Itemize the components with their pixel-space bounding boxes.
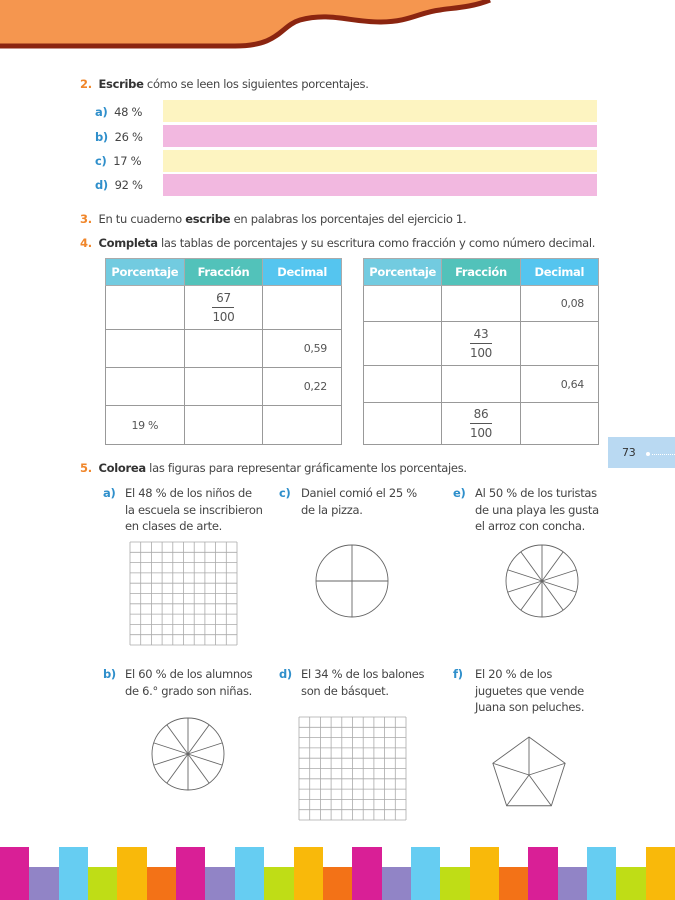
stripe: [29, 867, 58, 900]
header-fraction: Fracción: [184, 259, 263, 286]
header-percentage: Porcentaje: [364, 259, 442, 286]
stripe: [117, 847, 146, 900]
stripe: [558, 867, 587, 900]
stripe: [646, 847, 675, 900]
circle-10-parts-e[interactable]: [506, 545, 578, 617]
decimal-cell: 0,22: [263, 368, 342, 406]
item-c: c) 17 %: [95, 154, 142, 168]
stripe: [499, 867, 528, 900]
stripe: [382, 867, 411, 900]
stripe: [147, 867, 176, 900]
pizza-circle-c[interactable]: [316, 545, 388, 617]
stripe: [59, 847, 88, 900]
textbook-page: 2. Escribe cómo se leen los siguientes porcentajes. a) 48 % b) 26 % c) 17 % d) 92 % 3. En tu cuaderno escribe en palabras los porcentajes del ejercicio 1. 4. Completa las tablas de porcentajes y su escritura como fracción y como número decimal. Porcentaje Fracción Decimal $\frac{67}{100}$ 0,59 0,22 19 % Porcentaje Fracción Decimal 0,08 $\frac{43}{100}$ 0,64 $\frac{86}{100}$ 73 5. Colorea las figuras para representar gráficamente los porcentajes. a) El 48 % de los niños de la escuela se inscribieron en clases de arte. c) Daniel comió el 25 % de la pizza. e) Al 50 % de los turistas de una playa les gusta el arroz con concha. b) El 60 % de los alumnos de 6.° grado son niñas. d) El 34 % de los balones son de básquet. f) El 20 % de los juguetes que vende Juana son peluches.: [0, 0, 675, 900]
fraction: $\frac{67}{100}$: [212, 291, 235, 324]
exercise-4-instruction: 4. Completa las tablas de porcentajes y su escritura como fracción y como número decimal.: [80, 236, 596, 250]
header-percentage: Porcentaje: [106, 259, 185, 286]
stripe: [587, 847, 616, 900]
fraction: $\frac{86}{100}$: [469, 407, 492, 440]
stripe: [411, 847, 440, 900]
stripe: [528, 847, 557, 900]
item-b: b) 26 %: [95, 130, 143, 144]
stripe: [205, 867, 234, 900]
stripe: [176, 847, 205, 900]
header-decimal: Decimal: [263, 259, 342, 286]
decimal-cell: 0,64: [520, 366, 598, 403]
stripe: [264, 867, 293, 900]
stripe: [88, 867, 117, 900]
item-d: d) 92 %: [95, 178, 143, 192]
decimal-cell: 0,59: [263, 330, 342, 368]
stripe: [616, 867, 645, 900]
percentage-cell: 19 %: [106, 406, 185, 445]
decimal-cell: 0,08: [520, 286, 598, 322]
fraction: $\frac{43}{100}$: [469, 327, 492, 360]
stripe: [440, 867, 469, 900]
stripe: [294, 847, 323, 900]
item-a: a) 48 %: [95, 105, 143, 119]
stripe: [235, 847, 264, 900]
header-fraction: Fracción: [442, 259, 520, 286]
stripe: [0, 847, 29, 900]
grid-figure-a[interactable]: [130, 542, 237, 645]
circle-10-parts-b[interactable]: [152, 718, 224, 790]
stripe: [470, 847, 499, 900]
exercise-3-instruction: 3. En tu cuaderno escribe en palabras los porcentajes del ejercicio 1.: [80, 212, 467, 226]
exercise-5-instruction: 5. Colorea las figuras para representar gráficamente los porcentajes.: [80, 461, 467, 475]
header-decimal: Decimal: [520, 259, 598, 286]
pentagon-figure-f[interactable]: [493, 737, 565, 806]
stripe: [323, 867, 352, 900]
grid-figure-d[interactable]: [299, 717, 406, 820]
stripe: [352, 847, 381, 900]
exercise-2-instruction: 2. Escribe cómo se leen los siguientes porcentajes.: [80, 77, 369, 91]
page-number-tab: 73: [608, 437, 675, 468]
